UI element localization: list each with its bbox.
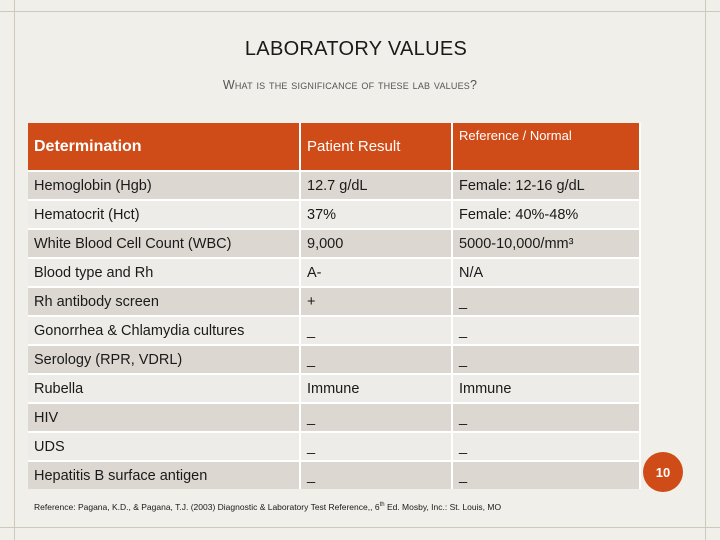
frame-line-right (705, 0, 706, 540)
cell-patient-result: 37% (300, 200, 452, 229)
cell-determination: Rh antibody screen (28, 287, 300, 316)
cell-patient-result: _ (300, 461, 452, 489)
cell-reference: Female: 12-16 g/dL (452, 171, 640, 200)
cell-determination: Blood type and Rh (28, 258, 300, 287)
page-number-badge: 10 (643, 452, 683, 492)
cell-patient-result: Immune (300, 374, 452, 403)
table-row (28, 374, 640, 403)
cell-determination: White Blood Cell Count (WBC) (28, 229, 300, 258)
cell-determination: Gonorrhea & Chlamydia cultures (28, 316, 300, 345)
cell-reference: _ (452, 287, 640, 316)
cell-reference: _ (452, 461, 640, 489)
cell-reference: _ (452, 345, 640, 374)
table-row (28, 171, 640, 200)
cell-patient-result: 9,000 (300, 229, 452, 258)
cell-determination: HIV (28, 403, 300, 432)
cell-reference: N/A (452, 258, 640, 287)
table-row (28, 461, 640, 489)
frame-line-top (0, 11, 720, 12)
cell-determination: Hepatitis B surface antigen (28, 461, 300, 489)
header-patient-result: Patient Result (300, 123, 452, 171)
cell-determination: Rubella (28, 374, 300, 403)
cell-reference: _ (452, 432, 640, 461)
slide-subtitle: What is the significance of these lab values? (222, 78, 478, 92)
lab-values-table (28, 123, 641, 489)
header-reference-normal: Reference / Normal (452, 123, 640, 171)
table-row (28, 403, 640, 432)
frame-line-bottom (0, 527, 720, 528)
table-row (28, 200, 640, 229)
cell-reference: _ (452, 403, 640, 432)
cell-patient-result: _ (300, 432, 452, 461)
cell-reference: 5000-10,000/mm³ (452, 229, 640, 258)
slide-title: LABORATORY VALUES (244, 38, 468, 60)
cell-determination: Hematocrit (Hct) (28, 200, 300, 229)
cell-patient-result: _ (300, 316, 452, 345)
cell-determination: Serology (RPR, VDRL) (28, 345, 300, 374)
cell-reference: Female: 40%-48% (452, 200, 640, 229)
table-row (28, 345, 640, 374)
reference-text: Reference: Pagana, K.D., & Pagana, T.J. (2003) Diagnostic & Laboratory Test Reference,, 6 (34, 502, 380, 512)
cell-patient-result: _ (300, 403, 452, 432)
cell-determination: UDS (28, 432, 300, 461)
cell-patient-result: + (300, 287, 452, 316)
reference-citation (34, 502, 501, 512)
table-row (28, 432, 640, 461)
table-row (28, 258, 640, 287)
reference-text-end: Ed. Mosby, Inc.: St. Louis, MO (384, 502, 502, 512)
table-row (28, 229, 640, 258)
cell-reference: Immune (452, 374, 640, 403)
table-header-row (28, 123, 640, 171)
cell-patient-result: _ (300, 345, 452, 374)
reference-superscript: th (379, 502, 385, 509)
cell-reference: _ (452, 316, 640, 345)
cell-patient-result: 12.7 g/dL (300, 171, 452, 200)
table-row (28, 316, 640, 345)
table-row (28, 287, 640, 316)
cell-determination: Hemoglobin (Hgb) (28, 171, 300, 200)
cell-patient-result: A- (300, 258, 452, 287)
header-determination: Determination (28, 123, 300, 171)
